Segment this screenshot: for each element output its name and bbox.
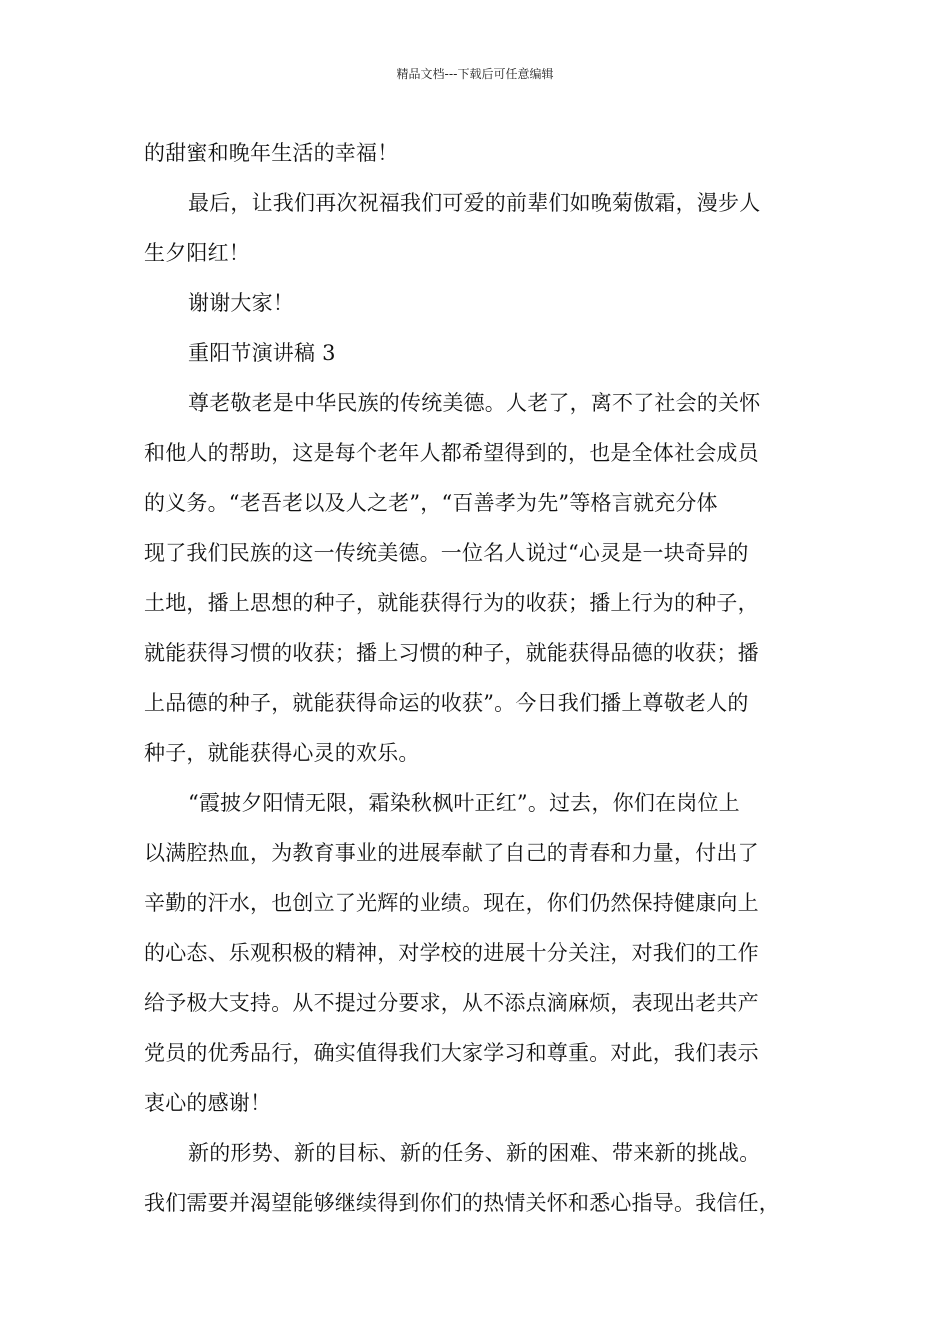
text-line: 给予极大支持。从不提过分要求，从不添点滴麻烦，表现出老共产: [144, 991, 759, 1015]
section-title: 重阳节演讲稿 3: [188, 341, 336, 365]
text-line: 谢谢大家！: [188, 291, 294, 315]
text-line: 生夕阳红！: [144, 241, 250, 265]
page-header: 精品文档---下载后可任意编辑: [396, 67, 554, 81]
text-line: 现了我们民族的这一传统美德。一位名人说过“心灵是一块奇异的: [144, 541, 749, 565]
text-line: 就能获得习惯的收获；播上习惯的种子，就能获得品德的收获；播: [144, 641, 759, 665]
text-line: 土地，播上思想的种子，就能获得行为的收获；播上行为的种子，: [144, 591, 759, 615]
text-line: 辛勤的汗水，也创立了光辉的业绩。现在，你们仍然保持健康向上: [144, 891, 759, 915]
text-line: 和他人的帮助，这是每个老年人都希望得到的，也是全体社会成员: [144, 441, 759, 465]
text-line: 种子，就能获得心灵的欢乐。: [144, 741, 420, 765]
document-body: [144, 128, 808, 1228]
text-line: 的心态、乐观积极的精神，对学校的进展十分关注，对我们的工作: [144, 941, 759, 965]
text-line: 上品德的种子，就能获得命运的收获”。今日我们播上尊敬老人的: [144, 691, 749, 715]
text-line: 尊老敬老是中华民族的传统美德。人老了，离不了社会的关怀: [188, 391, 761, 415]
text-line: 新的形势、新的目标、新的任务、新的困难、带来新的挑战。: [188, 1141, 761, 1165]
text-line: “霞披夕阳情无限，霜染秋枫叶正红”。过去，你们在岗位上: [188, 791, 740, 815]
text-line: 以满腔热血，为教育事业的进展奉献了自己的青春和力量，付出了: [144, 841, 759, 865]
text-line: 的义务。“老吾老以及人之老”，“百善孝为先”等格言就充分体: [144, 491, 718, 515]
text-line: 衷心的感谢！: [144, 1091, 272, 1115]
text-line: 的甜蜜和晚年生活的幸福！: [144, 141, 399, 165]
text-line: 我们需要并渴望能够继续得到你们的热情关怀和悉心指导。我信任，: [144, 1191, 780, 1215]
text-line: 党员的优秀品行，确实值得我们大家学习和尊重。对此，我们表示: [144, 1041, 759, 1065]
text-line: 最后，让我们再次祝福我们可爱的前辈们如晚菊傲霜，漫步人: [188, 191, 761, 215]
